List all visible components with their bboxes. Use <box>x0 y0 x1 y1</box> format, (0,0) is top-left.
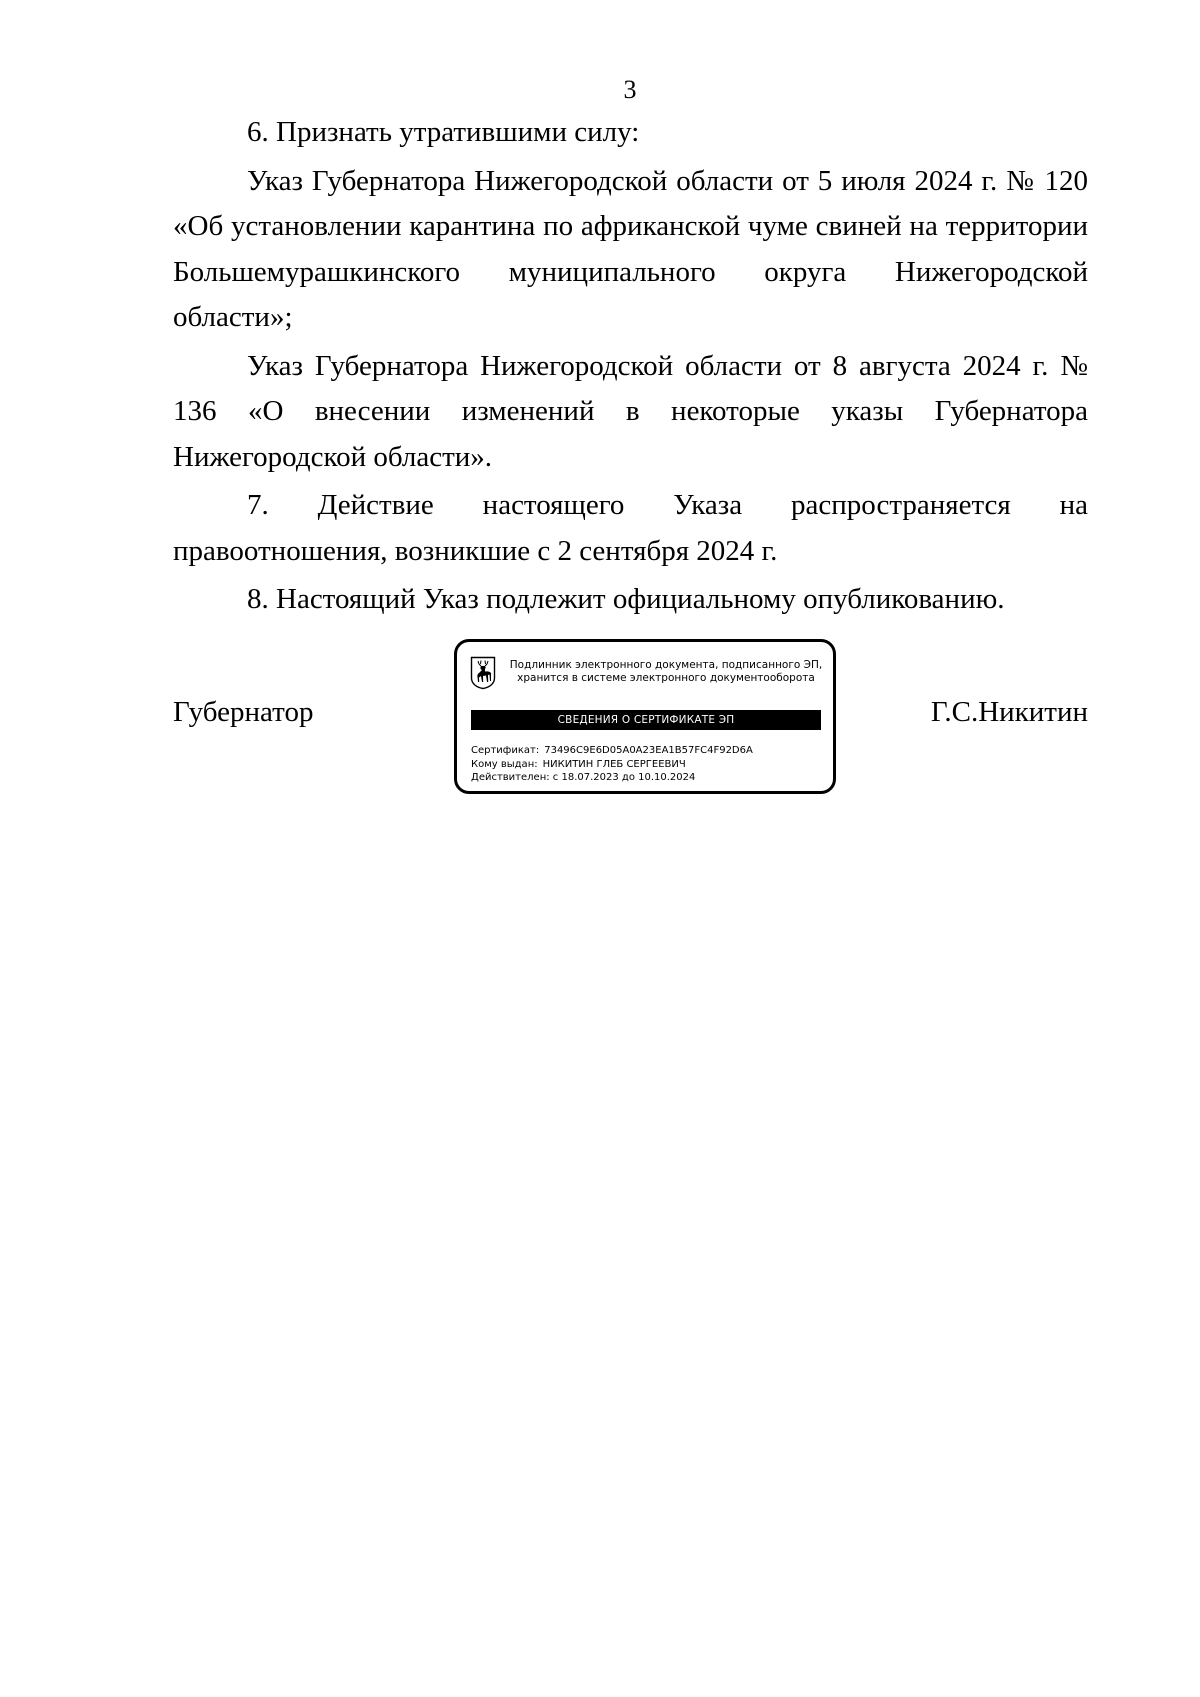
deer-emblem-icon <box>470 656 496 690</box>
validity-row: Действителен: с 18.07.2023 до 10.10.2024 <box>471 772 696 783</box>
page-number: 3 <box>623 75 637 104</box>
stamp-header-line-2: хранится в системе электронного документооборота <box>517 672 815 684</box>
paragraph-repealed-decree-136: Указ Губернатора Нижегородской области от 8 августа 2024 г. № 136 «О внесении изменений в некоторые указы Губернатора Нижегородской области». <box>173 349 1088 473</box>
certificate-row <box>471 744 753 758</box>
issued-to-value: НИКИТИН ГЛЕБ СЕРГЕЕВИЧ <box>542 758 686 770</box>
stamp-header <box>501 659 831 685</box>
stamp-certificate-details <box>471 744 753 785</box>
signatory-name: Г.С.Никитин <box>930 696 1088 728</box>
stamp-certificate-bar: СВЕДЕНИЯ О СЕРТИФИКАТЕ ЭП <box>471 710 821 730</box>
paragraph-repealed-decree-120: Указ Губернатора Нижегородской области от 5 июля 2024 г. № 120 «Об установлении карантина по африканской чуме свиней на территории Большемурашкинского муниципального округа Нижегородской области»; <box>173 164 1088 333</box>
paragraph-item-8: 8. Настоящий Указ подлежит официальному опубликованию. <box>247 583 1005 615</box>
issued-to-row <box>471 758 753 772</box>
issued-to-label: Кому выдан: <box>471 758 538 770</box>
paragraph-item-7: 7. Действие настоящего Указа распространяется на правоотношения, возникшие с 2 сентября 2024 г. <box>173 489 1088 567</box>
stamp-header-line-1: Подлинник электронного документа, подписанного ЭП, <box>509 659 823 671</box>
certificate-value: 73496C9E6D05A0A23EA1B57FC4F92D6A <box>544 745 753 756</box>
paragraph-item-6: 6. Признать утратившими силу: <box>247 116 640 148</box>
signatory-position: Губернатор <box>173 696 314 728</box>
document-body <box>173 110 1088 623</box>
electronic-signature-stamp <box>454 639 836 794</box>
certificate-label: Сертификат: <box>471 745 540 756</box>
